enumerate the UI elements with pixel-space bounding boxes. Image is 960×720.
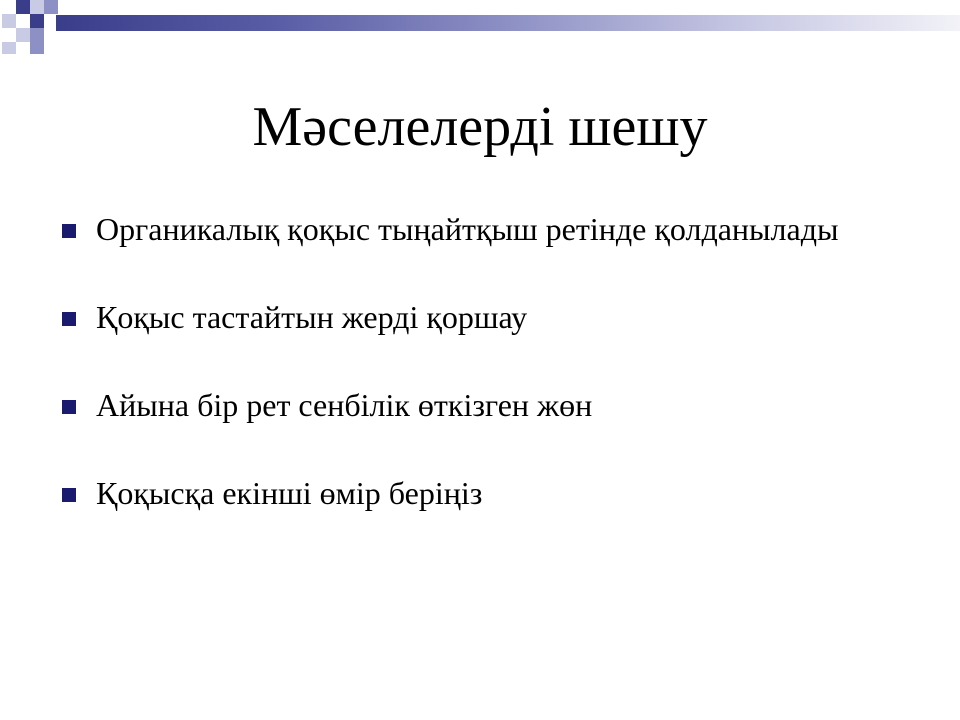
bullet-text: Қоқыс тастайтын жерді қоршау (96, 299, 528, 335)
header-decoration (0, 0, 960, 60)
deco-square (30, 28, 44, 42)
deco-square (16, 28, 30, 42)
deco-square (30, 42, 44, 54)
list-item (62, 474, 922, 512)
deco-square (16, 0, 30, 14)
square-bullet-icon (62, 312, 76, 326)
list-item (62, 298, 922, 336)
deco-square (30, 0, 44, 14)
deco-square (2, 42, 16, 54)
deco-square (2, 14, 16, 28)
slide-title: Мәселелерді шешу (252, 96, 708, 158)
bullet-text: Органикалық қоқыс тыңайтқыш ретінде қолданылады (96, 211, 839, 247)
list-item (62, 386, 922, 424)
bullet-text: Қоқысқа екінші өмір беріңіз (96, 475, 483, 511)
list-item (62, 210, 922, 248)
square-bullet-icon (62, 400, 76, 414)
bullet-text: Айына бір рет сенбілік өткізген жөн (96, 387, 593, 423)
square-bullet-icon (62, 488, 76, 502)
deco-square (30, 14, 44, 28)
bullet-list (62, 210, 922, 562)
square-bullet-icon (62, 224, 76, 238)
deco-square (44, 0, 58, 14)
gradient-bar (56, 15, 960, 31)
